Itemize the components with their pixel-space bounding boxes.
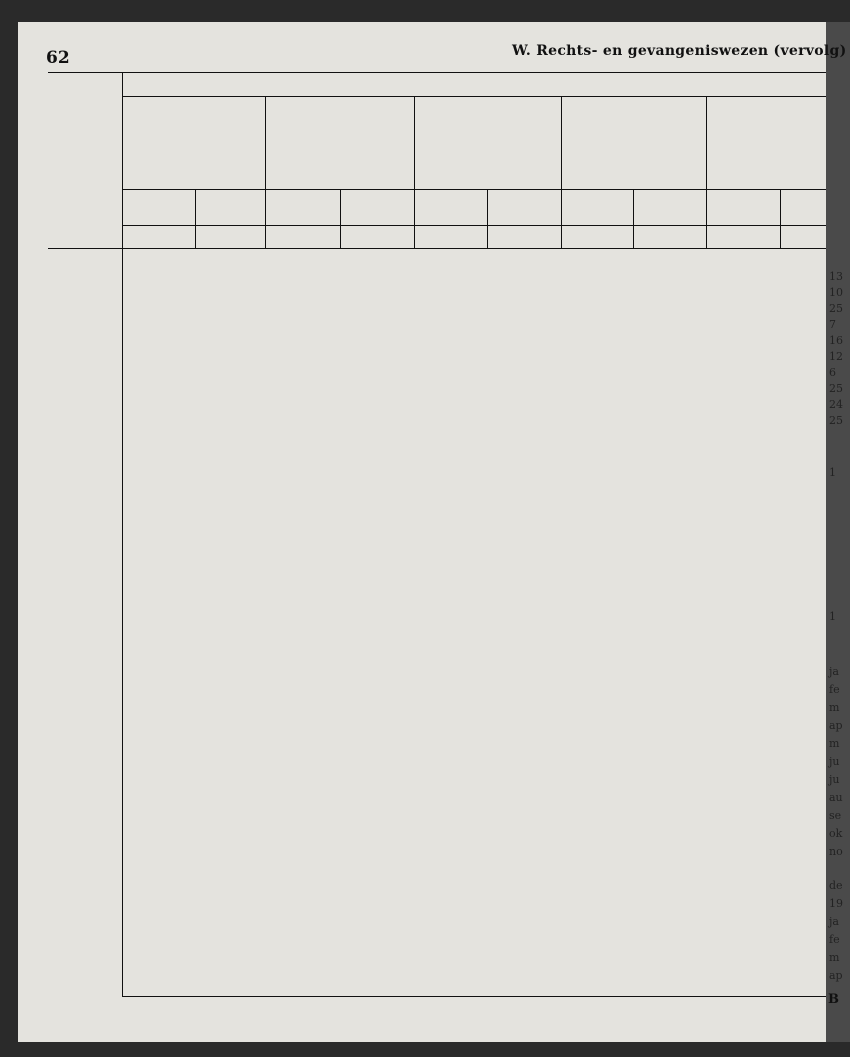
rule-subcol-1 <box>340 189 341 248</box>
edge-fragment: ja <box>829 915 839 928</box>
edge-fragment: no <box>829 845 843 858</box>
edge-fragment: m <box>829 951 840 964</box>
rule-subcol-0 <box>195 189 196 248</box>
edge-fragment: 10 <box>829 286 843 299</box>
edge-fragment: fe <box>829 683 840 696</box>
edge-fragment: ju <box>829 773 840 786</box>
rule-category-1 <box>414 96 415 248</box>
rule-category-3 <box>706 96 707 248</box>
edge-fragment: 25 <box>829 414 843 427</box>
edge-fragment: 25 <box>829 302 843 315</box>
edge-fragment: 19 <box>829 897 843 910</box>
rule-sub-bottom <box>122 225 826 226</box>
edge-fragment: de <box>829 879 843 892</box>
edge-fragment: ok <box>829 827 843 840</box>
edge-fragment: au <box>829 791 843 804</box>
rule-header-bottom <box>48 248 826 249</box>
edge-fragment: 6 <box>829 366 836 379</box>
edge-fragment: 1 <box>829 466 836 479</box>
rule-subcol-2 <box>487 189 488 248</box>
rule-subcol-4 <box>780 189 781 248</box>
page-number: 62 <box>46 48 70 68</box>
edge-fragment: m <box>829 737 840 750</box>
rule-top <box>48 72 826 73</box>
edge-fragment: 25 <box>829 382 843 395</box>
edge-fragment: m <box>829 701 840 714</box>
edge-fragment: 24 <box>829 398 843 411</box>
edge-fragment: ja <box>829 665 839 678</box>
edge-fragment: se <box>829 809 842 822</box>
edge-fragment: ap <box>829 969 843 982</box>
rule-group <box>122 96 826 97</box>
rule-subcol-3 <box>633 189 634 248</box>
edge-fragment: fe <box>829 933 840 946</box>
edge-fragment: 12 <box>829 350 843 363</box>
rule-category-2 <box>561 96 562 248</box>
edge-fragment: ju <box>829 755 840 768</box>
right-edge-bottom: B <box>828 992 839 1007</box>
running-title: W. Rechts- en gevangeniswezen (vervolg) <box>512 43 847 59</box>
edge-fragment: 1 <box>829 610 836 623</box>
rule-category-0 <box>265 96 266 248</box>
page <box>18 22 826 1042</box>
rule-sub-top <box>122 189 826 190</box>
edge-fragment: 7 <box>829 318 836 331</box>
rule-stub <box>122 72 123 997</box>
edge-fragment: ap <box>829 719 843 732</box>
edge-fragment: 16 <box>829 334 843 347</box>
edge-fragment: 13 <box>829 270 843 283</box>
rule-bottom <box>122 996 826 997</box>
